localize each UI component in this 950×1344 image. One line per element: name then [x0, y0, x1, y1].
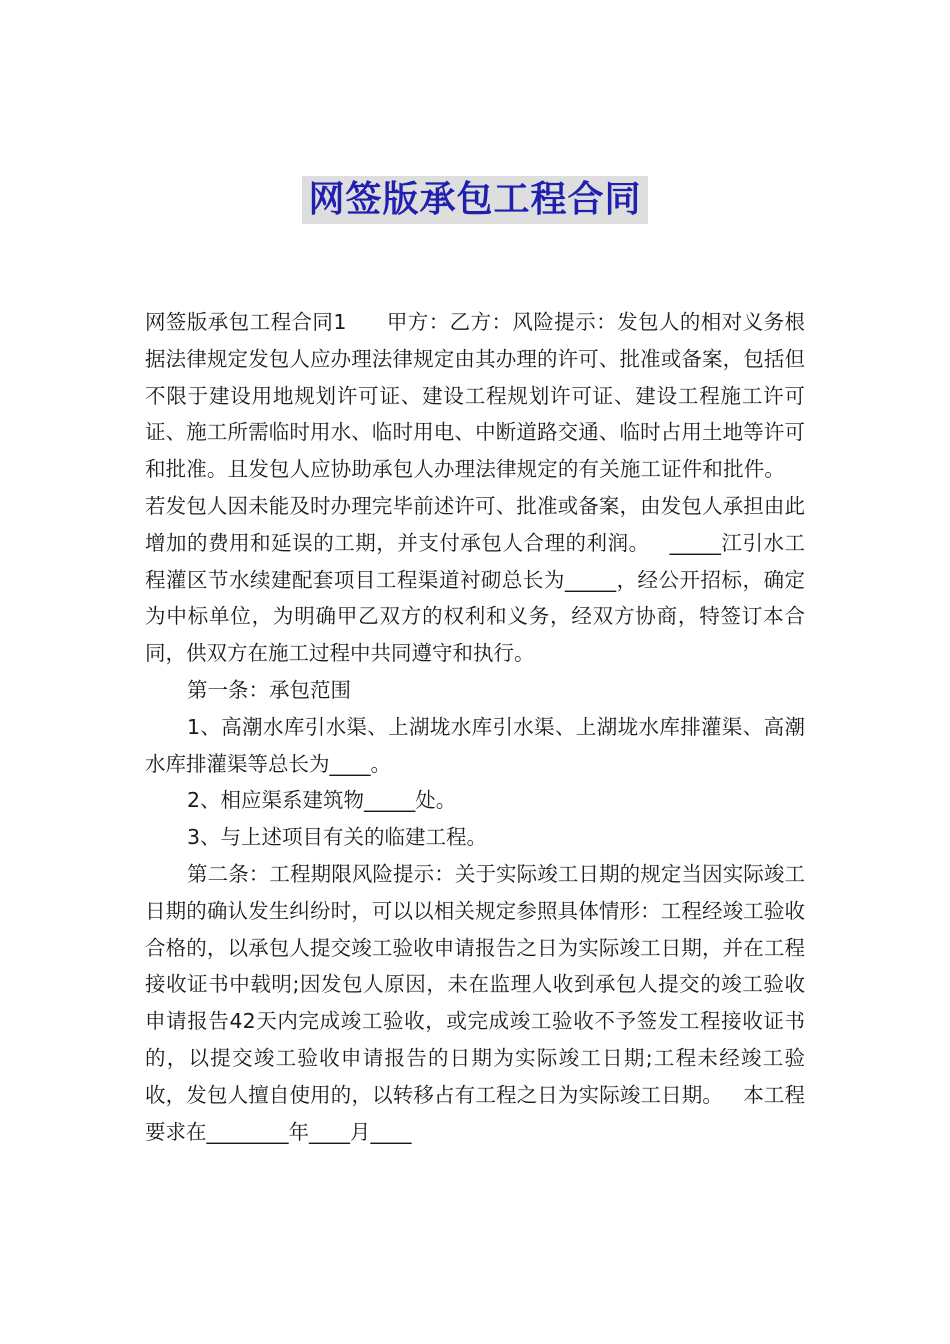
document-body: [145, 304, 805, 1150]
article1-item-2: 2、相应渠系建筑物_____处。: [187, 788, 457, 813]
article2-paragraph: [145, 856, 805, 1150]
intro-text: 甲方：乙方：风险提示：发包人的相对义务根据法律规定发包人应办理法律规定由其办理的许可、批准或备案，包括但不限于建设用地规划许可证、建设工程规划许可证、建设工程施工许可证、施工所需临时用水、临时用电、中断道路交通、临时占用土地等许可和批准。且发包人应协助承包人办理法律规定的有关施工证件和批件。: [145, 310, 806, 482]
article1-item-1: 1、高潮水库引水渠、上湖垅水库引水渠、上湖垅水库排灌渠、高潮水库排灌渠等总长为____。: [145, 714, 805, 776]
title-container: [0, 176, 950, 224]
document-title: 网签版承包工程合同: [302, 176, 647, 224]
article2-text-2: 本工程要求在________年____月____: [145, 1082, 806, 1144]
intro-text-3: _____江引水工程灌区节水续建配套项目工程渠道衬砌总长为_____，经公开招标，确定为中标单位，为明确甲乙双方的权利和义务，经双方协商，特签订本合同，供双方在施工过程中共同遵守和执行。: [145, 530, 806, 666]
article2-text: 第二条：工程期限风险提示：关于实际竣工日期的规定当因实际竣工日期的确认发生纠纷时，可以以相关规定参照具体情形：工程经竣工验收合格的，以承包人提交竣工验收申请报告之日为实际竣工日期，并在工程接收证书中载明;因发包人原因，未在监理人收到承包人提交的竣工验收申请报告42天内完成竣工验收，或完成竣工验收不予签发工程接收证书的，以提交竣工验收申请报告的日期为实际竣工日期;工程未经竣工验收，发包人擅自使用的，以转移占有工程之日为实际竣工日期。: [145, 861, 805, 1107]
intro-text-2: 若发包人因未能及时办理完毕前述许可、批准或备案，由发包人承担由此增加的费用和延误的工期，并支付承包人合理的利润。: [145, 493, 805, 555]
intro-paragraph: [145, 304, 805, 672]
article1-heading: 第一条：承包范围: [187, 677, 351, 702]
article1-item-3: 3、与上述项目有关的临建工程。: [187, 825, 488, 850]
intro-heading: 网签版承包工程合同1: [145, 310, 347, 334]
